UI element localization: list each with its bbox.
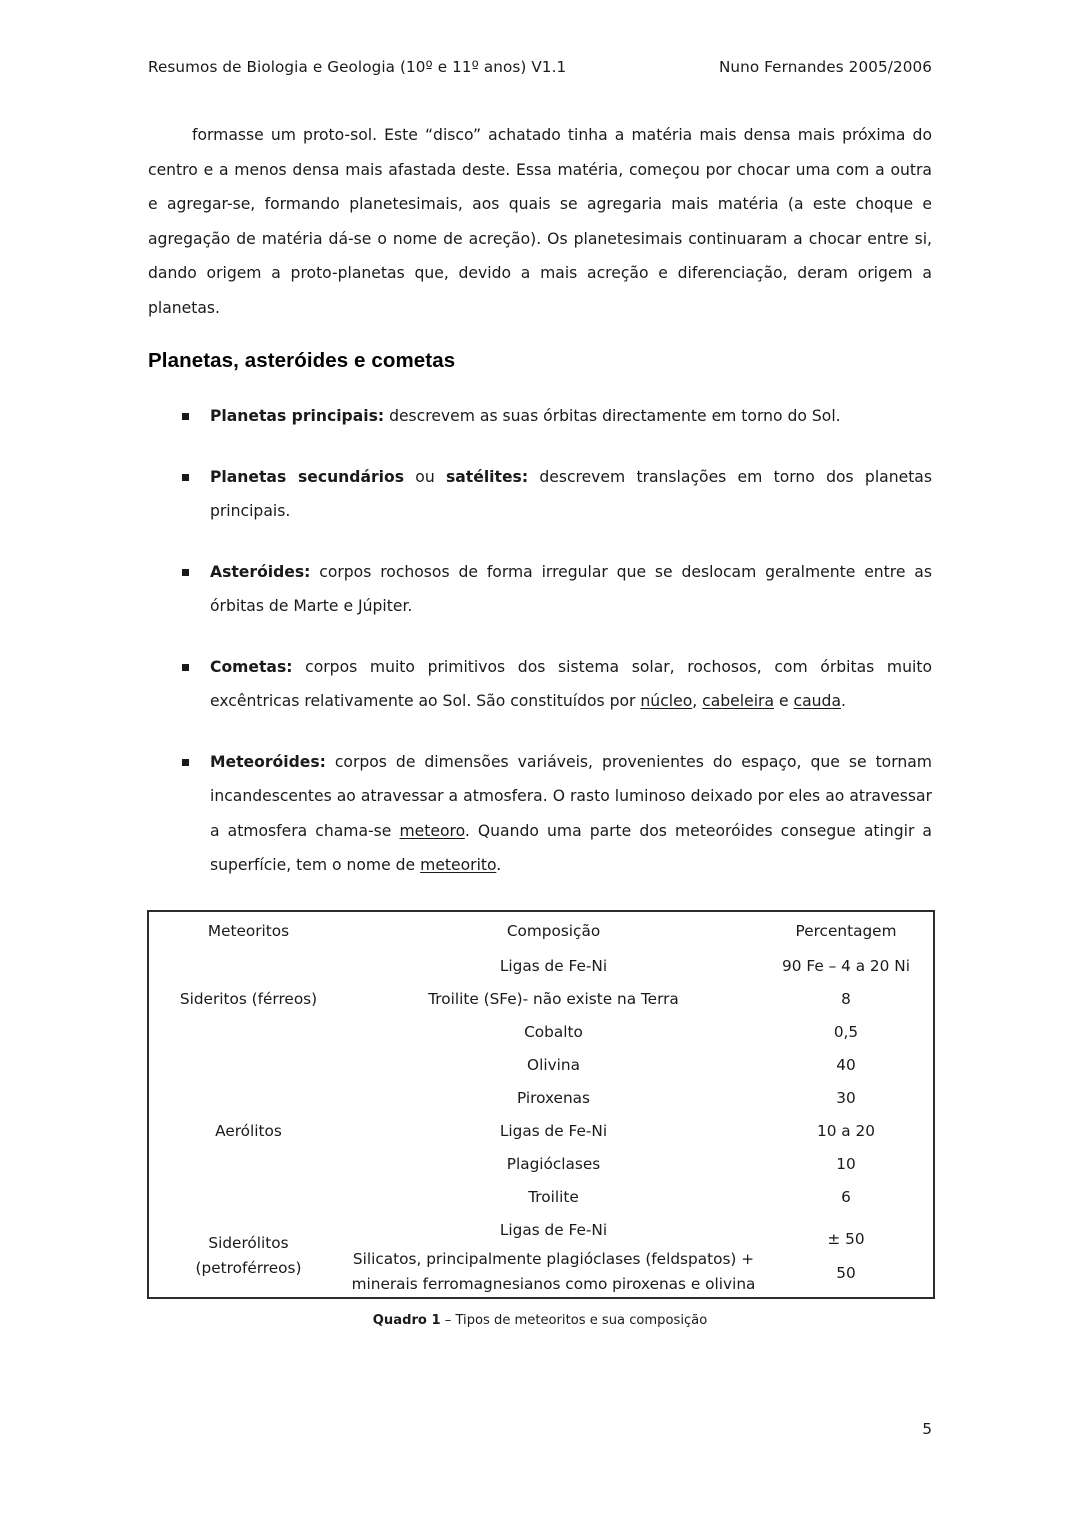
- list-item: [148, 399, 932, 434]
- underlined-term-meteoro: meteoro: [399, 821, 465, 840]
- percentage-cell-merged: [759, 1214, 934, 1298]
- document-body: [148, 118, 932, 883]
- composition-cell: Troilite (SFe)- não existe na Terra: [428, 990, 679, 1008]
- header-right-text: Nuno Fernandes 2005/2006: [718, 58, 932, 76]
- composition-cell: Ligas de Fe-Ni: [499, 1122, 608, 1140]
- underlined-term-cauda: cauda: [793, 692, 841, 710]
- table-row: [148, 1214, 934, 1247]
- percentage-cell: 8: [841, 990, 851, 1008]
- term-end: .: [496, 856, 502, 874]
- term-label: Meteoróides:: [210, 752, 326, 771]
- list-item: [148, 650, 932, 719]
- list-item: [148, 460, 932, 529]
- header-left-text: Resumos de Biologia e Geologia (10º e 11º anos) V1.1: [148, 58, 567, 76]
- table-header-row: [148, 911, 934, 950]
- group-name-sideritos: Sideritos (férreos): [179, 990, 318, 1008]
- square-bullet-icon: [182, 413, 189, 420]
- list-item: [148, 555, 932, 624]
- group-name-line2: (petroférreos): [195, 1258, 302, 1277]
- page-number: 5: [922, 1420, 932, 1438]
- percentage-line2: 50: [836, 1263, 856, 1282]
- term-label: Planetas principais:: [210, 407, 385, 425]
- section-heading: Planetas, asteróides e cometas: [148, 349, 456, 372]
- percentage-line1: ± 50: [827, 1229, 865, 1248]
- term-description: descrevem translações em torno dos planetas principais.: [210, 467, 932, 520]
- term-description: descrevem as suas órbitas directamente em torno do Sol.: [384, 407, 841, 425]
- composition-cell: Silicatos, principalmente plagióclases (feldspatos) + minerais ferromagnesianos como piroxenas e olivina: [351, 1250, 756, 1293]
- group-name-siderolitos: [148, 1214, 348, 1298]
- intro-paragraph: formasse um proto-sol. Este “disco” achatado tinha a matéria mais densa mais próxima do centro e a menos densa mais afastada deste. Essa matéria, começou por chocar uma com a outra e agregar-se, formando planetesimais, aos quais se agregaria mais matéria (a este choque e agregação de matéria dá-se o nome de acreção). Os planetesimais continuaram a chocar entre si, dando origem a proto-planetas que, devido a mais acreção e diferenciação, deram origem a planetas.: [148, 126, 932, 317]
- square-bullet-icon: [182, 474, 189, 481]
- meteorites-table: [147, 910, 935, 1299]
- term-label-alt: satélites:: [445, 467, 529, 486]
- composition-cell: Troilite: [528, 1188, 579, 1206]
- underlined-term-nucleo: núcleo: [640, 692, 693, 710]
- square-bullet-icon: [182, 569, 189, 576]
- running-header: [148, 58, 932, 76]
- term-label: Asteróides:: [210, 562, 311, 581]
- column-header-composicao: Composição: [506, 922, 601, 940]
- term-description: corpos muito primitivos dos sistema solar, rochosos, com órbitas muito excêntricas relativamente ao Sol. São constituídos por: [210, 657, 932, 710]
- percentage-cell: 6: [841, 1188, 851, 1206]
- composition-cell: Cobalto: [524, 1023, 583, 1041]
- composition-cell: Ligas de Fe-Ni: [499, 1221, 608, 1239]
- group-name-line1: Siderólitos: [208, 1233, 289, 1252]
- percentage-cell: 30: [836, 1089, 856, 1107]
- composition-cell: Ligas de Fe-Ni: [499, 957, 608, 975]
- term-end: .: [841, 692, 846, 710]
- term-description: corpos de dimensões variáveis, provenientes do espaço, que se tornam incandescentes ao atravessar a atmosfera. O rasto luminoso deixado por eles ao atravessar a atmosfera chama-se: [210, 752, 932, 840]
- caption-text: – Tipos de meteoritos e sua composição: [440, 1313, 708, 1328]
- composition-cell: Olivina: [527, 1056, 580, 1074]
- definitions-list: [148, 399, 932, 883]
- percentage-cell: 40: [836, 1056, 856, 1074]
- group-name-aerolitos: Aerólitos: [215, 1122, 282, 1140]
- percentage-cell: 90 Fe – 4 a 20 Ni: [782, 957, 910, 975]
- term-separator: e: [774, 692, 794, 710]
- column-header-meteoritos: Meteoritos: [207, 922, 290, 940]
- meteorites-table-container: [147, 910, 933, 1299]
- percentage-cell: 10: [836, 1155, 856, 1173]
- square-bullet-icon: [182, 664, 189, 671]
- table-caption: [147, 1313, 933, 1328]
- percentage-cell: 10 a 20: [816, 1122, 876, 1140]
- list-item: [148, 745, 932, 883]
- table-row: [148, 950, 934, 983]
- percentage-cell: 0,5: [833, 1023, 859, 1041]
- term-description-cont: . Quando uma parte dos meteoróides consegue atingir a superfície, tem o nome de: [210, 821, 932, 874]
- term-description: corpos rochosos de forma irregular que se deslocam geralmente entre as órbitas de Marte e Júpiter.: [210, 562, 932, 615]
- term-connector: ou: [404, 467, 446, 486]
- term-label: Cometas:: [210, 657, 293, 676]
- caption-label: Quadro 1: [372, 1313, 441, 1328]
- table-row: [148, 1049, 934, 1082]
- composition-cell: Piroxenas: [516, 1089, 590, 1107]
- underlined-term-meteorito: meteorito: [420, 856, 497, 874]
- term-label: Planetas secundários: [210, 467, 404, 486]
- column-header-percentagem: Percentagem: [795, 922, 897, 940]
- underlined-term-cabeleira: cabeleira: [702, 692, 775, 710]
- composition-cell: Plagióclases: [506, 1155, 601, 1173]
- square-bullet-icon: [182, 759, 189, 766]
- term-separator: ,: [692, 692, 703, 710]
